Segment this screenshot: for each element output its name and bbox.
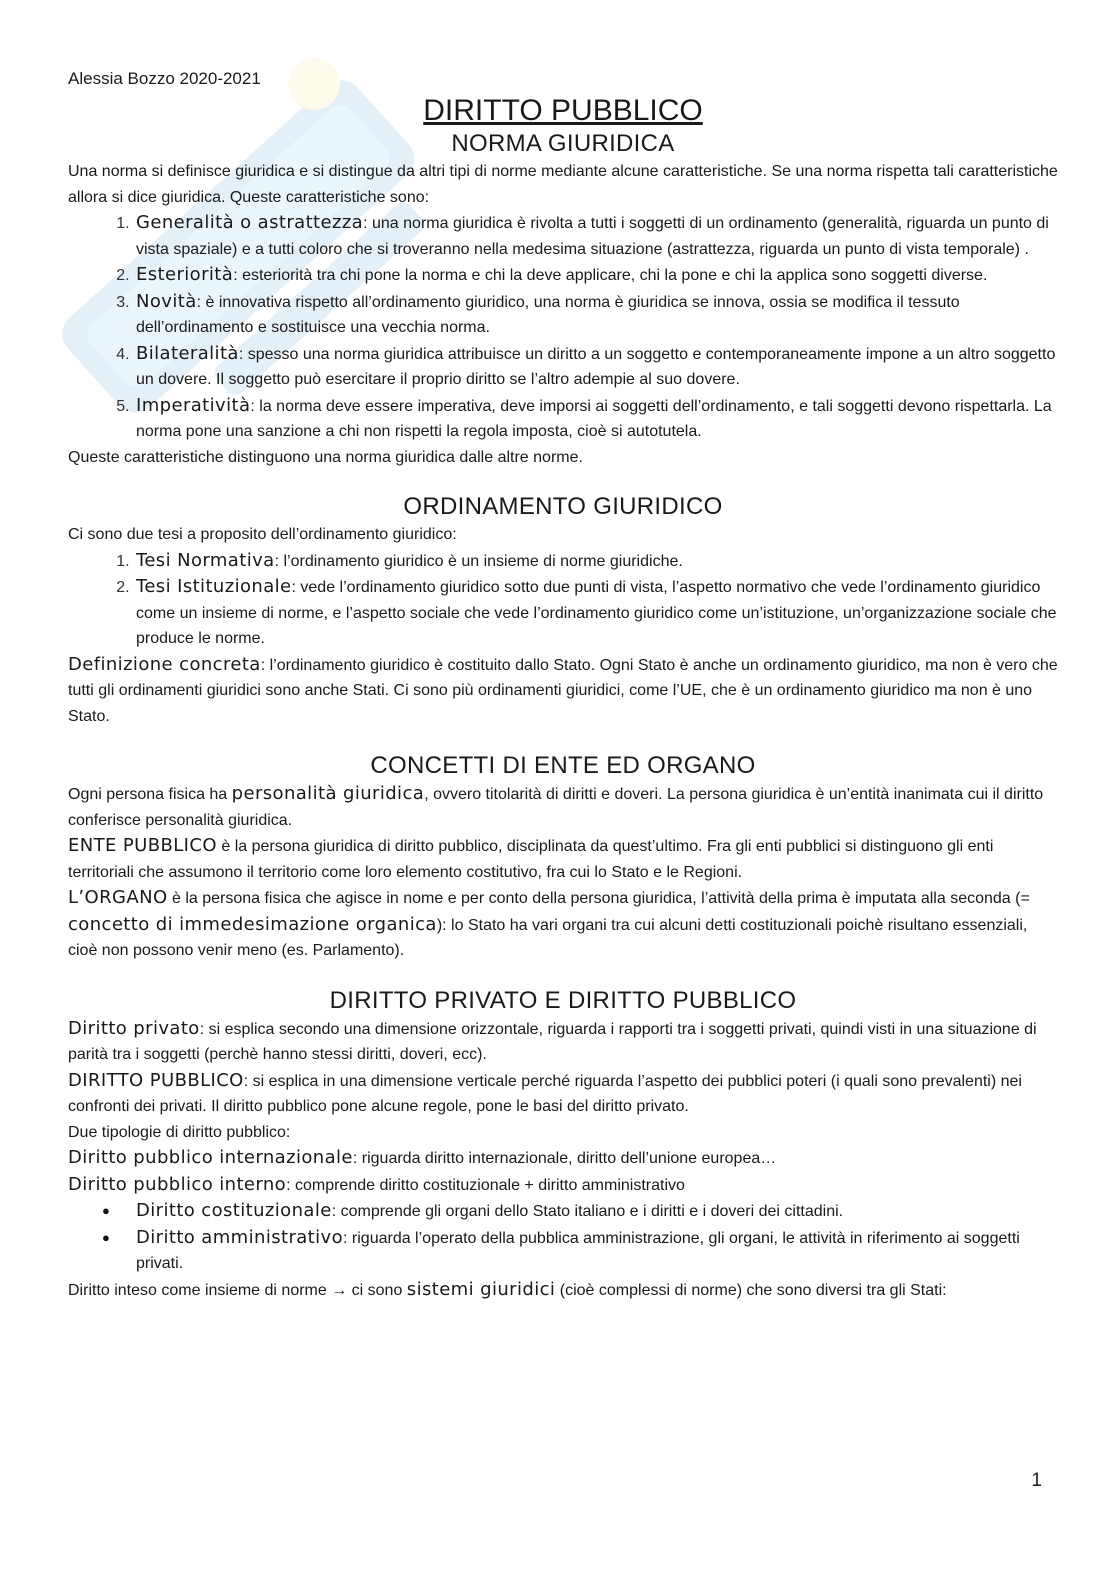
paragraph-diritto-pubblico [68,1068,1058,1120]
text-run: : comprende diritto costituzionale + diritto amministrativo [286,1176,685,1194]
list-item-text: : la norma deve essere imperativa, deve imporsi ai soggetti dell’ordinamento, e tali soggetti devono rispettarla. La norma pone una sanzione a chi non rispetti la regola imposta, cioè si autotutela. [136,397,1052,440]
term-personalita-giuridica: personalità giuridica [231,783,425,804]
paragraph-outro: Queste caratteristiche distinguono una norma giuridica dalle altre norme. [68,448,583,466]
text-run: , ovvero titolarità di diritti e doveri. La persona giuridica è un’entità inanimata cui il diritto conferisce personalità giuridica. [68,786,1044,829]
paragraph-diritto-privato [68,1016,1058,1068]
text-run: : si esplica in una dimensione verticale perché riguarda l’aspetto dei pubblici poteri (i quali sono prevalenti) nei confronti dei privati. Il diritto pubblico pone alcune regole, pone le basi del diritto privato. [68,1072,1022,1115]
term-diritto-privato: Diritto privato [68,1017,200,1039]
list-item-text: : esteriorità tra chi pone la norma e chi la deve applicare, chi la pone e chi la applica sono soggetti diverse. [233,267,988,284]
term-pubblico-internazionale: Diritto pubblico internazionale [68,1147,353,1168]
list-item [134,393,1058,445]
list-item [134,548,1058,575]
text-run: (cioè complessi di norme) che sono diversi tra gli Stati: [555,1281,947,1299]
term-pubblico-interno: Diritto pubblico interno [68,1173,287,1195]
term-organo: L’ORGANO [68,887,168,908]
characteristics-list [68,210,1058,445]
heading-ente-organo: CONCETTI DI ENTE ED ORGANO [370,752,756,779]
heading-norma-giuridica: NORMA GIURIDICA [451,130,675,157]
paragraph-internazionale [68,1145,1058,1172]
paragraph-definition [68,652,1058,730]
list-item-term: Diritto costituzionale [136,1200,332,1221]
term-immedesimazione-organica: concetto di immedesimazione organica [68,913,437,935]
list-item-text: : riguarda l’operato della pubblica amministrazione, gli organi, le attività in riferimento ai soggetti privati. [136,1229,1020,1272]
list-item-term: Generalità o astrattezza [136,212,364,233]
list-item-term: Tesi Normativa [136,549,275,571]
list-item-text: : è innovativa rispetto all’ordinamento giuridico, una norma è giuridica se innova, ossia se modifica il tessuto dell’ordinamento e sostituisce una vecchia norma. [136,293,960,336]
theses-list [68,548,1058,652]
author-line: Alessia Bozzo 2020-2021 [68,69,261,88]
paragraph-intro: Una norma si definisce giuridica e si distingue da altri tipi di norme mediante alcune caratteristiche. Se una norma rispetta tali caratteristiche allora si dice giuridica. Queste caratteristiche sono: [68,163,1058,206]
list-item [134,1198,1058,1225]
list-item-text: : l’ordinamento giuridico è un insieme di norme giuridiche. [274,552,683,570]
list-item [134,1225,1058,1277]
list-item [134,210,1058,262]
list-item [134,574,1058,652]
paragraph-sistemi-giuridici [68,1277,1058,1304]
paragraph-tipologie: Due tipologie di diritto pubblico: [68,1123,291,1141]
list-item-text: : una norma giuridica è rivolta a tutti i soggetti di un ordinamento (generalità, riguarda un punto di vista spaziale) e a tutti coloro che si troveranno nella medesima situazione (astrattezza, riguarda un punto di vista temporale) . [136,215,1049,258]
list-item-text: : vede l’ordinamento giuridico sotto due punti di vista, l’aspetto normativo che vede l’ordinamento giuridico come un insieme di norme, e l’aspetto sociale che vede l’ordinamento giuridico come un’istituzione, un’organizzazione sociale che produce le norme. [136,579,1057,647]
text-run: : riguarda diritto internazionale, diritto dell’unione europea… [352,1150,777,1167]
paragraph-interno [68,1172,1058,1199]
list-item-term: Imperatività [136,394,251,416]
paragraph-organo [68,885,1058,964]
definition-text: : l’ordinamento giuridico è costituito dallo Stato. Ogni Stato è anche un ordinamento giuridico, ma non è vero che tutti gli ordinamenti giuridici sono anche Stati. Ci sono più ordinamenti giuridici, come l’UE, che è un ordinamento giuridico ma non è uno Stato. [68,656,1058,725]
text-run: : si esplica secondo una dimensione orizzontale, riguarda i rapporti tra i soggetti privati, quindi visti in una situazione di parità tra i soggetti (perchè hanno stessi diritti, doveri, ecc). [68,1020,1037,1063]
paragraph-intro: Ci sono due tesi a proposito dell’ordinamento giuridico: [68,526,457,543]
document-content [68,66,1058,1303]
text-run: Diritto inteso come insieme di norme → ci sono [68,1281,407,1299]
text-run: Ogni persona fisica ha [68,786,232,803]
heading-ordinamento-giuridico: ORDINAMENTO GIURIDICO [403,493,723,520]
term-ente-pubblico: ENTE PUBBLICO [68,835,217,856]
list-item [134,289,1058,341]
paragraph-personalita [68,781,1058,833]
list-item-term: Diritto amministrativo [136,1226,344,1248]
text-run: è la persona giuridica di diritto pubblico, disciplinata da quest’ultimo. Fra gli enti pubblici si distinguono gli enti territoriali che assumono il territorio come loro elemento costitutivo, fra cui lo Stato e le Regioni. [68,838,994,881]
text-run: è la persona fisica che agisce in nome e per conto della persona giuridica, l’attività della prima è imputata alla seconda (= [167,890,1030,907]
list-item-text: : comprende gli organi dello Stato italiano e i diritti e i doveri dei cittadini. [331,1203,844,1220]
paragraph-ente-pubblico [68,833,1058,885]
page-number: 1 [1031,1470,1042,1491]
list-item-term: Novità [136,290,197,312]
list-item-text: : spesso una norma giuridica attribuisce un diritto a un soggetto e contemporaneamente impone a un altro soggetto un dovere. Il soggetto può esercitare il proprio diritto se l’altro adempie al suo dovere. [136,345,1056,388]
list-item-term: Esteriorità [136,264,234,285]
bullet-list [68,1198,1058,1277]
text-run: ): lo Stato ha vari organi tra cui alcuni detti costituzionali poichè risultano essenziali, cioè non possono venir meno (es. Parlamento). [68,916,1028,959]
list-item-term: Bilateralità [136,342,239,364]
list-item-term: Tesi Istituzionale [136,576,292,597]
definition-term: Definizione concreta [68,653,261,675]
list-item [134,262,1058,289]
list-item [134,341,1058,393]
term-diritto-pubblico: DIRITTO PUBBLICO [68,1069,244,1091]
term-sistemi-giuridici: sistemi giuridici [406,1278,556,1300]
heading-privato-pubblico: DIRITTO PRIVATO E DIRITTO PUBBLICO [329,986,797,1014]
document-title: DIRITTO PUBBLICO [423,94,703,127]
